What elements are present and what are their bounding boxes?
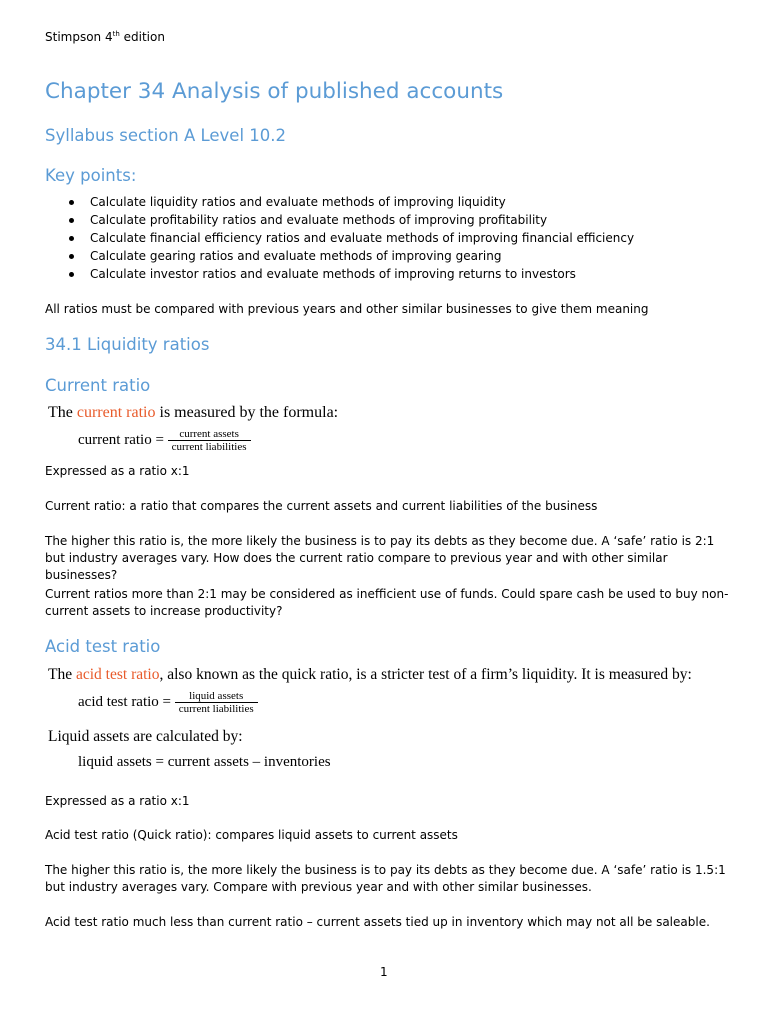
list-item-text: Calculate profitability ratios and evaluate methods of improving profitability [90, 213, 548, 227]
header-superscript: th [112, 30, 120, 38]
acid-test-heading: Acid test ratio [45, 637, 161, 656]
formula-intro-text-end: is measured by the formula: [155, 404, 339, 421]
current-ratio-equation [78, 428, 251, 453]
acid-test-equation [78, 690, 258, 715]
fraction-denominator: current liabilities [175, 702, 258, 715]
current-ratio-paragraph-2: Current ratios more than 2:1 may be considered as inefficient use of funds. Could spare cash be used to buy non-current assets to increase productivity? [45, 587, 729, 618]
list-item-text: Calculate gearing ratios and evaluate methods of improving gearing [90, 249, 502, 263]
chapter-title: Chapter 34 Analysis of published accounts [45, 79, 504, 104]
equation-lhs: acid test ratio = [78, 694, 172, 710]
current-ratio-definition: Current ratio: a ratio that compares the current assets and current liabilities of the business [45, 499, 598, 513]
current-ratio-heading: Current ratio [45, 376, 151, 395]
fraction-numerator: liquid assets [189, 690, 244, 702]
bullet-icon [69, 254, 74, 259]
liquid-assets-formula: liquid assets = current assets – inventories [78, 754, 331, 770]
header-text-end: edition [119, 30, 165, 44]
syllabus-heading: Syllabus section A Level 10.2 [45, 126, 287, 145]
header-text: Stimpson 4 [45, 30, 113, 44]
list-item [45, 265, 634, 283]
list-item [45, 193, 634, 211]
fraction [175, 690, 258, 715]
acid-test-definition: Acid test ratio (Quick ratio): compares liquid assets to current assets [45, 828, 458, 842]
fraction-numerator: current assets [179, 428, 239, 440]
key-points-heading: Key points: [45, 166, 137, 185]
list-item-text: Calculate liquidity ratios and evaluate methods of improving liquidity [90, 195, 506, 209]
ratios-note: All ratios must be compared with previous years and other similar businesses to give them meaning [45, 302, 649, 316]
key-points-list [45, 193, 634, 283]
bullet-icon [69, 272, 74, 277]
list-item [45, 211, 634, 229]
bullet-icon [69, 200, 74, 205]
section-heading-liquidity: 34.1 Liquidity ratios [45, 335, 210, 354]
acid-test-intro [48, 666, 692, 684]
liquid-assets-intro: Liquid assets are calculated by: [48, 728, 243, 745]
current-ratio-term: current ratio [76, 404, 156, 421]
list-item-text: Calculate financial efficiency ratios and evaluate methods of improving financial efficiency [90, 231, 635, 245]
acid-test-paragraph-2: Acid test ratio much less than current ratio – current assets tied up in inventory which may not all be saleable. [45, 915, 710, 929]
equation-lhs: current ratio = [78, 432, 164, 448]
current-ratio-expressed: Expressed as a ratio x:1 [45, 464, 190, 478]
acid-test-term: acid test ratio [75, 666, 160, 683]
bullet-icon [69, 218, 74, 223]
fraction [168, 428, 251, 453]
current-ratio-paragraph-1: The higher this ratio is, the more likely the business is to pay its debts as they become due. A ‘safe’ ratio is 2:1 but industry averages vary. How does the current ratio compare to previous year and with other similar businesses? [45, 534, 715, 582]
page-number: 1 [380, 965, 388, 979]
bullet-icon [69, 236, 74, 241]
list-item [45, 229, 634, 247]
intro-text-end: , also known as the quick ratio, is a stricter test of a firm’s liquidity. It is measured by: [159, 666, 692, 683]
formula-intro-text: The [48, 404, 77, 421]
intro-text: The [48, 666, 76, 683]
fraction-denominator: current liabilities [168, 440, 251, 453]
acid-test-paragraph-1: The higher this ratio is, the more likely the business is to pay its debts as they become due. A ‘safe’ ratio is 1.5:1 but industry averages vary. Compare with previous year and with other similar businesses. [45, 863, 726, 894]
list-item-text: Calculate investor ratios and evaluate methods of improving returns to investors [90, 267, 576, 281]
acid-test-expressed: Expressed as a ratio x:1 [45, 794, 190, 808]
list-item [45, 247, 634, 265]
running-header [45, 26, 165, 46]
current-ratio-formula-intro [48, 404, 338, 422]
